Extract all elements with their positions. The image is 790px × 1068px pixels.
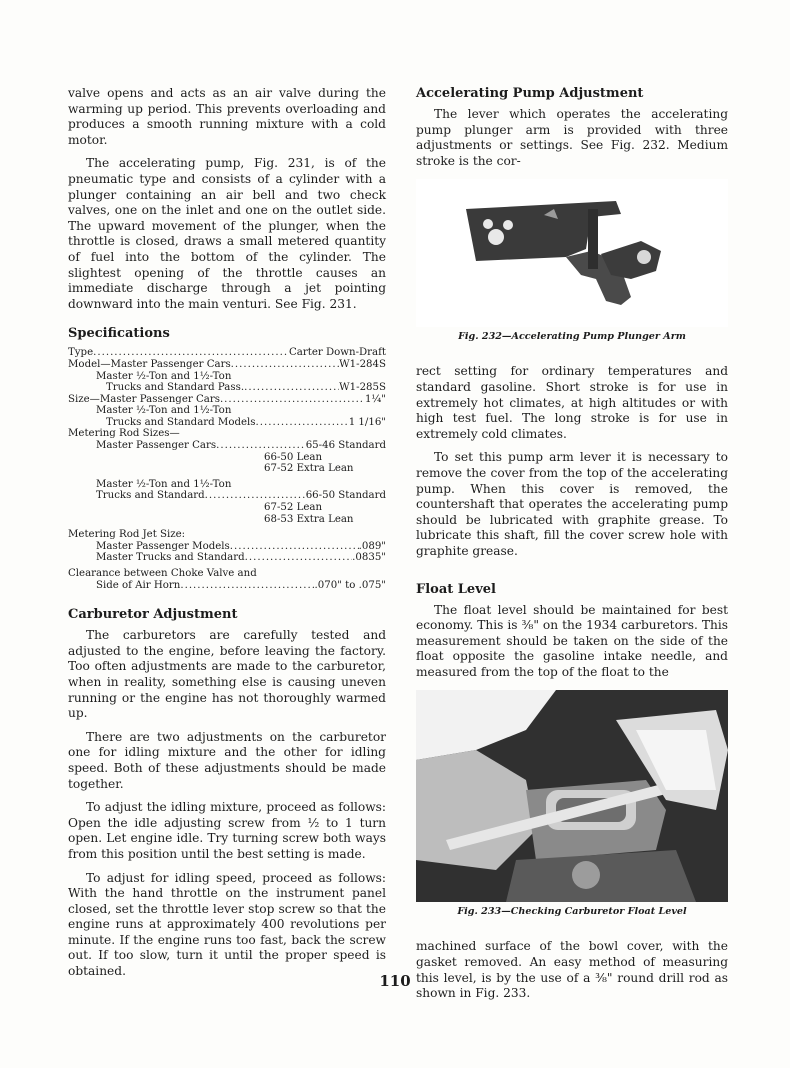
spec-row: Master ½-Ton and 1½-Ton xyxy=(96,370,232,382)
spec-row: Size—Master Passenger Cars ..... 1¼" xyxy=(68,394,386,406)
spec-row: Side of Air Horn ..... .070" to .075" xyxy=(68,580,386,592)
right-column xyxy=(416,86,728,1010)
spec-row: Type ..... Carter Down-Draft xyxy=(68,347,386,359)
paragraph: The float level should be maintained for best economy. This is ⅜" on the 1934 carburetors. This measurement should be taken on the side of the float opposite the gasoline intake needle, and measured from the top of the float to the xyxy=(416,602,728,679)
spec-row: Clearance between Choke Valve and xyxy=(68,568,257,579)
left-column xyxy=(68,86,386,988)
page-number: 110 xyxy=(379,972,411,990)
paragraph: There are two adjustments on the carburetor one for idling mixture and the other for idling speed. Both of these adjustments should be made together. xyxy=(68,729,386,791)
paragraph: machined surface of the bowl cover, with the gasket removed. An easy method of measuring this level, is by the use of a ⅜" round drill rod as shown in Fig. 233. xyxy=(416,939,728,1001)
spec-row: 67-52 Lean xyxy=(264,502,323,514)
spec-row: Master ½-Ton and 1½-Ton xyxy=(96,478,232,490)
spec-row: 66-50 Lean xyxy=(264,451,323,463)
spec-row: 67-52 Extra Lean xyxy=(264,463,354,475)
section-heading-accelerating-pump: Accelerating Pump Adjustment xyxy=(416,86,644,101)
spec-row: 68-53 Extra Lean xyxy=(264,513,354,525)
section-heading-float-level: Float Level xyxy=(416,581,496,597)
paragraph: To adjust for idling speed, proceed as follows: With the hand throttle on the instrument panel closed, set the throttle lever stop screw so that the engine runs at approximately 400 revolutions per minute. If the engine runs too fast, back the screw out. If too slow, turn it until the proper speed is obtained. xyxy=(68,870,386,979)
paragraph: The carburetors are carefully tested and adjusted to the engine, before leaving the factory. Too often adjustments are made to the carburetor, when in reality, something else is causing uneven running or the engine has not thoroughly warmed up. xyxy=(68,628,386,721)
spec-row: Master Passenger Cars ..... 65-46 Standard xyxy=(68,440,386,452)
paragraph: rect setting for ordinary temperatures and standard gasoline. Short stroke is for use in extremely hot climates, at high altitudes or with high test fuel. The long stroke is for use in extremely cold climates. xyxy=(416,364,728,441)
spec-row: Master ½-Ton and 1½-Ton xyxy=(96,405,232,417)
plunger-arm-illustration xyxy=(416,179,728,327)
section-heading-carburetor-adjustment: Carburetor Adjustment xyxy=(68,607,238,623)
paragraph: To adjust the idling mixture, proceed as follows: Open the idle adjusting screw from ½ to 1 turn open. Let engine idle. Try turning screw both ways from this position until the best setting is made. xyxy=(68,800,386,861)
figure-233-float-level-photo xyxy=(416,690,728,902)
spec-row: Trucks and Standard Models ..... 1 1/16" xyxy=(68,417,386,429)
spec-row: Master Passenger Models ..... .089" xyxy=(68,541,386,553)
paragraph: To set this pump arm lever it is necessary to remove the cover from the top of the accelerating pump. When this cover is removed, the countershaft that operates the accelerating pump should be lubricated with graphite grease. To lubricate this shaft, fill the cover screw hole with graphite grease. xyxy=(416,450,728,558)
figure-232-caption: Fig. 232—Accelerating Pump Plunger Arm xyxy=(458,331,686,343)
specifications-table xyxy=(68,347,386,591)
paragraph: valve opens and acts as an air valve during the warming up period. This prevents overloading and produces a smooth running mixture with a cold motor. xyxy=(68,86,386,147)
figure-233-caption: Fig. 233—Checking Carburetor Float Level xyxy=(457,906,687,918)
section-heading-specifications: Specifications xyxy=(68,326,170,342)
figure-232-pump-arm-photo xyxy=(416,179,728,327)
float-check-illustration xyxy=(416,690,728,902)
paragraph: The lever which operates the accelerating pump plunger arm is provided with three adjustments or settings. See Fig. 232. Medium stroke is the cor- xyxy=(416,107,728,168)
paragraph: The accelerating pump, Fig. 231, is of the pneumatic type and consists of a cylinder with a plunger containing an air bell and two check valves, one on the inlet and one on the outlet side. The upward movement of the plunger, when the throttle is closed, draws a small metered quantity of fuel into the bottom of the cylinder. The slightest opening of the throttle causes an immediate discharge through a jet pointing downward into the main venturi. See Fig. 231. xyxy=(68,156,386,311)
spec-row: Master Trucks and Standard ..... .0835" xyxy=(68,552,386,564)
spec-row: Trucks and Standard Pass. ..... W1-285S xyxy=(68,382,386,394)
spec-row: Metering Rod Jet Size: xyxy=(68,529,186,541)
spec-row: Model—Master Passenger Cars ..... W1-284S xyxy=(68,359,386,371)
spec-row: Trucks and Standard ..... 66-50 Standard xyxy=(68,490,386,502)
spec-row: Metering Rod Sizes— xyxy=(68,428,180,440)
